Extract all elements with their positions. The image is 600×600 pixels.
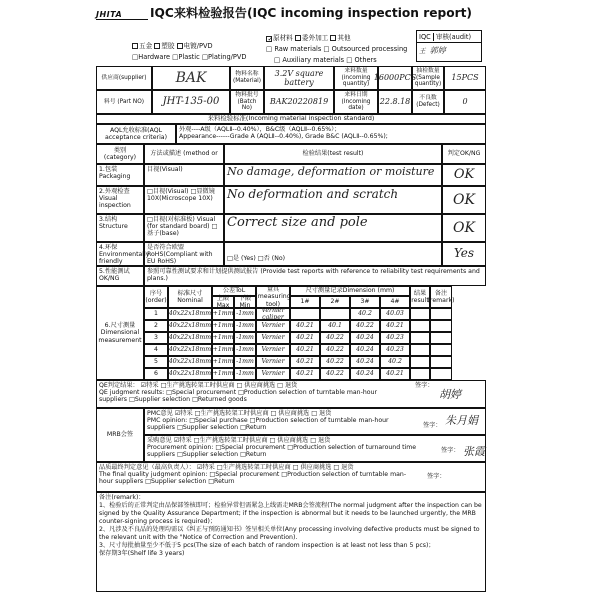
mrb-procurement-sign-label: 签字： <box>441 447 460 454</box>
dim-row-1-m4: 40.03 <box>380 308 410 320</box>
dim-row-6-order: 6 <box>144 368 168 380</box>
dim-row-1-m1 <box>290 308 320 320</box>
col-judge: 判定OK/NG <box>442 144 486 164</box>
material-name-label: 物料名称 (Material) <box>230 66 264 90</box>
dim-row-1-remark <box>430 308 452 320</box>
mrb-procurement-cn: 采购意见 ☑特采 □生产挑选转架工时供应商 □ 供应商挑选 □ 退货 <box>147 437 331 444</box>
dim-row-6-m3: 40.24 <box>350 368 380 380</box>
dim-row-6-m4: 40.21 <box>380 368 410 380</box>
qe-judgment <box>96 380 486 408</box>
dim-header-col-4: 4# <box>380 296 410 308</box>
remark-title: 备注(remark)： <box>99 494 145 501</box>
dim-row-6-lower: -1mm <box>234 368 256 380</box>
dim-row-6-nominal: 40x22x18mm <box>168 368 212 380</box>
item-4-category: 4.环保 Environmentally friendly <box>96 242 144 266</box>
dim-row-1-order: 1 <box>144 308 168 320</box>
item-1-category: 1.包装 Packaging <box>96 164 144 186</box>
item-1-judge: OK <box>442 164 486 186</box>
iqc-audit-box <box>416 30 482 62</box>
dim-row-4-m1: 40.21 <box>290 344 320 356</box>
checkbox-hardware[interactable] <box>132 43 138 49</box>
dim-row-3-upper: +1mm <box>212 332 234 344</box>
remark-line-2: 2、凡涉及不良品的处理均需以《纠正与预防通知书》签呈相关单位(Any processing involving defective products must be signed to the relevant unit with the "Notice of Correction and Prevention). <box>99 526 480 542</box>
category-group-2 <box>266 33 407 66</box>
dim-row-1-nominal: 40x22x18mm <box>168 308 212 320</box>
dim-row-1-m2 <box>320 308 350 320</box>
dim-row-6-tool: Vernier <box>256 368 290 380</box>
dim-header-nominal: 标准尺寸 Nominal <box>168 286 212 308</box>
part-no-label: 料号 (Part NO) <box>96 90 152 114</box>
mrb-pmc-sign-label: 签字： <box>423 422 442 429</box>
final-judgment <box>96 462 486 492</box>
dim-row-2-m4: 40.21 <box>380 320 410 332</box>
col-category: 类别 (category) <box>96 144 144 164</box>
checkbox-others[interactable] <box>330 35 336 41</box>
dim-row-5-nominal: 40x22x18mm <box>168 356 212 368</box>
dim-row-2-m1: 40.21 <box>290 320 320 332</box>
mrb-procurement <box>144 435 486 462</box>
dim-row-6-m2: 40.22 <box>320 368 350 380</box>
dim-row-2-order: 2 <box>144 320 168 332</box>
dim-header-result: 结果 (result) <box>410 286 430 308</box>
mrb-label: MRB会签 <box>96 408 144 462</box>
dim-row-2-tool: Vernier <box>256 320 290 332</box>
qe-judgment-en: QE judgment results: □Special procurement □Production selection of turntable man-hour suppliers □Supplier selection □Returned goods <box>99 389 378 404</box>
final-judgment-en: The final quality judgment opinion: □Special procurement □Production selection of turntable man-hour suppliers □Supplier selection □Return <box>99 471 407 486</box>
remark-shelf-life: 保存期3年(Shelf life 3 years) <box>99 550 185 558</box>
iqc-signature: 王 <box>419 47 426 55</box>
sample-qty-value: 15PCS <box>444 66 486 90</box>
dim-row-4-tool: Vernier <box>256 344 290 356</box>
reliability-label: 5.性能测试 OK/NG <box>96 266 144 286</box>
dim-row-4-order: 4 <box>144 344 168 356</box>
mrb-pmc-signature: 朱月娟 <box>445 414 478 427</box>
item-2-result: No deformation and scratch <box>224 186 442 214</box>
remark-line-3: 3、尺寸每批抽量至少不低于5 pcs(The size of each batch of random inspection is at least not less than 5 pcs)； <box>99 542 435 550</box>
aql-criteria <box>176 124 486 144</box>
dim-row-3-order: 3 <box>144 332 168 344</box>
iqc-label: IQC <box>419 33 431 41</box>
audit-label: 审核(audit) <box>433 33 471 41</box>
dim-header-order: 序号 (order) <box>144 286 168 308</box>
dim-row-2-remark <box>430 320 452 332</box>
label-hardware: 五金 <box>139 42 153 50</box>
mrb-procurement-en: Procurement opinion: □Special procurement □Production selection of turnaround time suppliers □Supplier selection □Return <box>147 444 417 459</box>
checkbox-plating[interactable] <box>177 43 183 49</box>
dim-row-4-nominal: 40x22x18mm <box>168 344 212 356</box>
mrb-pmc-en: PMC opinion: □Special purchase □Production selection of turntable man-hour suppliers □Supplier selection □Return <box>147 417 389 432</box>
batch-label: 物料批号 (Batch No) <box>230 90 264 114</box>
dim-row-4-m2: 40.22 <box>320 344 350 356</box>
dim-row-2-m2: 40.1 <box>320 320 350 332</box>
part-no-value: JHT-135-00 <box>152 90 230 114</box>
defect-value: 0 <box>444 90 486 114</box>
dim-row-4-m4: 40.23 <box>380 344 410 356</box>
dim-row-5-remark <box>430 356 452 368</box>
dim-row-2-m3: 40.22 <box>350 320 380 332</box>
dim-row-5-lower: -1mm <box>234 356 256 368</box>
company-logo: JHITA <box>96 10 148 20</box>
dim-row-6-upper: +1mm <box>212 368 234 380</box>
checkbox-plastic[interactable] <box>154 43 160 49</box>
item-2-judge: OK <box>442 186 486 214</box>
dim-row-2-lower: -1mm <box>234 320 256 332</box>
label-plating: 电镀/PVD <box>183 42 213 50</box>
dim-row-4-result <box>410 344 430 356</box>
dim-row-3-result <box>410 332 430 344</box>
dimension-label: 6.尺寸测量 Dimensional measurement <box>96 286 144 380</box>
inspection-report <box>96 4 486 596</box>
category-group-2-en-2: □ Auxiliary materials □ Others <box>274 56 377 64</box>
dim-row-3-m3: 40.24 <box>350 332 380 344</box>
aql-label: AQL允收标准(AQL acceptance criteria) <box>96 124 176 144</box>
dim-row-5-upper: +1mm <box>212 356 234 368</box>
dim-row-3-lower: -1mm <box>234 332 256 344</box>
dim-row-3-m4: 40.23 <box>380 332 410 344</box>
defect-label: 不良数 (Defect) <box>412 90 444 114</box>
remark-line-1: 1、检验后的正常判定由品保部签核即可；检验异常但需紧急上线需走MRB会签流程(The normal judgment after the inspection can be signed by the Quality Assurance Department; if the inspection is abnormal but it needs to be launched urgently, the MRB counter-signing process is required)； <box>99 502 482 526</box>
dim-row-4-remark <box>430 344 452 356</box>
dim-row-1-tool: Vernier caliper <box>256 308 290 320</box>
incoming-date-label: 来料日期 (Incoming date) <box>334 90 378 114</box>
item-4-judge: Yes <box>442 242 486 266</box>
dim-row-3-nominal: 40x22x18mm <box>168 332 212 344</box>
item-3-category: 3.结构Structure <box>96 214 144 242</box>
reliability-text: 参照可靠性测试要求和计划提供测试报告 (Provide test reports with reference to reliability test requirements and plans.) <box>144 266 486 286</box>
dim-row-3-m1: 40.21 <box>290 332 320 344</box>
dim-header-remark: 备注 (remark) <box>430 286 452 308</box>
item-1-method: 目视(Visual) <box>144 164 224 186</box>
incoming-qty-value: 16000PCS <box>378 66 412 90</box>
checkbox-outsourced[interactable] <box>295 35 301 41</box>
dim-row-4-upper: +1mm <box>212 344 234 356</box>
label-plastic: 塑胶 <box>161 42 175 50</box>
dim-header-tool: 量具 (measuring tool) <box>255 286 291 308</box>
batch-value: BAK20220819 <box>264 90 334 114</box>
dim-header-dimension: 尺寸测量记录Dimension (mm) <box>290 286 410 296</box>
dim-row-3-tool: Vernier <box>256 332 290 344</box>
category-group-1 <box>132 41 246 63</box>
aql-criteria-cn: 外观----A级（AQLⅡ--0.40%），B&C级（AQLⅡ--0.65%）； <box>179 126 341 133</box>
supplier-label: 供应商(supplier) <box>96 66 152 90</box>
dim-row-5-m1: 40.21 <box>290 356 320 368</box>
report-title: IQC来料检验报告(IQC incoming inspection report) <box>150 6 472 20</box>
final-sign-label: 签字： <box>427 473 446 480</box>
dim-row-4-lower: -1mm <box>234 344 256 356</box>
dim-row-5-order: 5 <box>144 356 168 368</box>
item-2-category: 2.外观检查 Visual inspection <box>96 186 144 214</box>
dim-row-2-upper: +1mm <box>212 320 234 332</box>
final-judgment-cn: 品质最终判定意见（最高负责人）： ☑特采 □生产挑选转架工时供应商 □ 供应商挑选 □ 退货 <box>99 464 354 471</box>
dim-row-5-result <box>410 356 430 368</box>
dim-row-1-upper: +1mm <box>212 308 234 320</box>
item-3-judge: OK <box>442 214 486 242</box>
checkbox-raw-materials[interactable] <box>266 36 272 42</box>
dim-row-6-result <box>410 368 430 380</box>
dim-row-1-m3: 40.2 <box>350 308 380 320</box>
sample-qty-label: 抽检数量 (Sample quantity) <box>412 66 444 90</box>
item-4-result: □是 (Yes) □否 (No) <box>224 242 442 266</box>
label-outsourced: 委外加工 <box>301 34 329 42</box>
dim-row-2-result <box>410 320 430 332</box>
item-3-result: Correct size and pole <box>224 214 442 242</box>
mrb-pmc-cn: PMC意见 ☑特采 □生产挑选转架工时供应商 □ 供应商挑选 □ 退货 <box>147 410 332 417</box>
dim-header-upper: 上限Max <box>212 296 234 308</box>
dim-row-1-lower: -1mm <box>234 308 256 320</box>
qe-signature: 胡婷 <box>439 388 461 401</box>
aql-criteria-en: Appearance------Grade A (AQLⅡ--0.40%), Grade B&C (AQLⅡ--0.65%); <box>179 133 388 141</box>
dim-row-5-tool: Vernier <box>256 356 290 368</box>
dim-header-col-1: 1# <box>290 296 320 308</box>
category-group-2-en: □ Raw materials □ Outsourced processing <box>266 45 408 53</box>
dim-row-5-m3: 40.24 <box>350 356 380 368</box>
label-raw-materials: 原材料 <box>273 34 293 42</box>
col-result: 检验结果(test result) <box>224 144 442 164</box>
qe-sign-label: 签字： <box>415 382 434 389</box>
category-group-1-en: □Hardware □Plastic □Plating/PVD <box>132 53 247 61</box>
dim-row-1-result <box>410 308 430 320</box>
supplier-value: BAK <box>152 66 230 90</box>
mrb-procurement-signature: 张霞 <box>463 445 485 458</box>
dim-row-6-remark <box>430 368 452 380</box>
dim-row-5-m2: 40.22 <box>320 356 350 368</box>
dim-header-tol: 公差ToL <box>212 286 256 296</box>
dim-header-col-3: 3# <box>350 296 380 308</box>
dim-row-5-m4: 40.2 <box>380 356 410 368</box>
col-method: 方法或描述 (method or <box>144 144 224 164</box>
item-1-result: No damage, deformation or moisture <box>224 164 442 186</box>
dim-row-4-m3: 40.24 <box>350 344 380 356</box>
label-others: 其他 <box>337 34 351 42</box>
dim-row-3-remark <box>430 332 452 344</box>
incoming-date-value: 22.8.18 <box>378 90 412 114</box>
dim-row-3-m2: 40.22 <box>320 332 350 344</box>
dim-row-6-m1: 40.21 <box>290 368 320 380</box>
standard-heading: 来料检验标准(Incoming material inspection standard) <box>96 114 486 124</box>
material-name-value: 3.2V square battery <box>264 66 334 90</box>
item-2-method: □目视(Visual) □显微镜10X(Microscope 10X) <box>144 186 224 214</box>
dim-row-2-nominal: 40x22x18mm <box>168 320 212 332</box>
item-3-method: □目视(对标准板) Visual (for standard board) □基子(base) <box>144 214 224 242</box>
audit-signature: 郭婷 <box>429 46 446 55</box>
mrb-pmc <box>144 408 486 435</box>
dim-header-col-2: 2# <box>320 296 350 308</box>
dim-header-lower: 下限Min <box>234 296 256 308</box>
remark-section <box>96 492 486 592</box>
qe-judgment-cn: QE判定结果： ☑特采 □生产挑选转架工时供应商 □ 供应商挑选 □ 退货 <box>99 382 298 389</box>
item-4-method: 是否符合欧盟 RoHS(Compliant with EU RoHS) <box>144 242 224 266</box>
incoming-qty-label: 来料数量 (incoming quantity) <box>334 66 378 90</box>
